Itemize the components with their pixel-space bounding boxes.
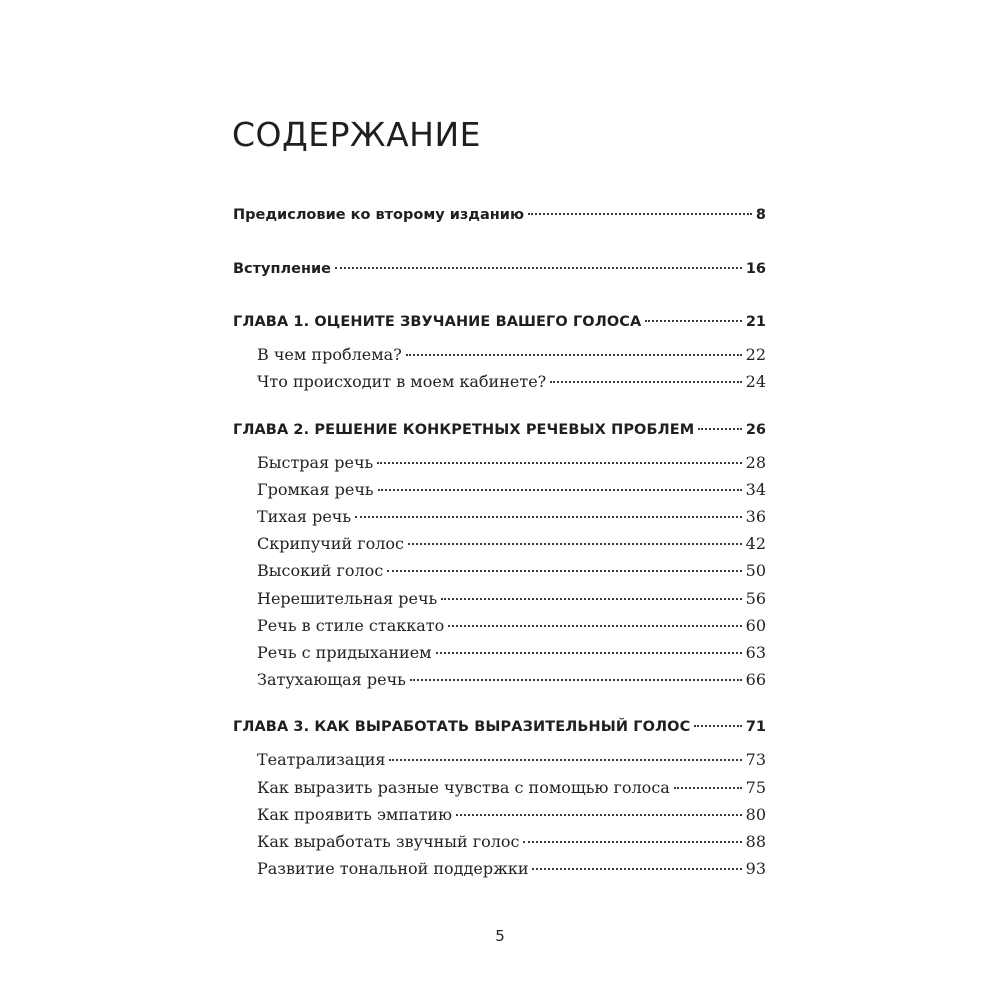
dot-leader (410, 679, 742, 681)
toc-entry-page: 36 (745, 507, 766, 526)
toc-subentry-label: Высокий голос (257, 561, 384, 580)
toc-subentry-label: Тихая речь (257, 507, 352, 526)
toc-subentry-label: Затухающая речь (257, 670, 406, 689)
toc-subentry (257, 477, 766, 503)
toc-subentry-label: Скрипучий голос (257, 534, 404, 553)
dot-leader (674, 787, 742, 789)
toc-entry-page: 22 (745, 345, 766, 364)
toc-subentry (257, 342, 766, 368)
dot-leader (335, 267, 742, 269)
toc-subentry (257, 558, 766, 584)
dot-leader (406, 354, 742, 356)
toc-subentry-label: Нерешительная речь (257, 589, 438, 608)
toc-entry-page: 93 (745, 859, 766, 878)
dot-leader (698, 428, 742, 430)
dot-leader (550, 381, 741, 383)
toc-entry-page: 21 (745, 314, 766, 330)
toc-subentry (257, 856, 766, 882)
dot-leader (528, 213, 752, 215)
dot-leader (645, 320, 741, 322)
toc-subentry-label: Театрализация (257, 750, 386, 769)
toc-subentry-label: Быстрая речь (257, 453, 374, 472)
toc-entry-preface (233, 202, 766, 228)
toc-entry-page: 16 (745, 261, 766, 277)
dot-leader (523, 841, 741, 843)
toc-entry-page: 42 (745, 534, 766, 553)
toc-subentry (257, 829, 766, 855)
toc-subentry-label: Развитие тональной поддержки (257, 859, 529, 878)
page-title: СОДЕРЖАНИЕ (232, 115, 482, 154)
toc-subentry (257, 667, 766, 693)
toc-subentry (257, 586, 766, 612)
dot-leader (378, 489, 742, 491)
toc-entry-label: Предисловие ко второму изданию (233, 207, 525, 223)
toc-chapter-2 (233, 417, 766, 443)
dot-leader (448, 625, 741, 627)
toc-entry-page: 73 (745, 750, 766, 769)
toc-subentry (257, 504, 766, 530)
toc-subentry (257, 450, 766, 476)
dot-leader (532, 868, 741, 870)
dot-leader (408, 543, 742, 545)
toc-entry-page: 63 (745, 643, 766, 662)
toc-subentry (257, 775, 766, 801)
toc-chapter-label: ГЛАВА 2. РЕШЕНИЕ КОНКРЕТНЫХ РЕЧЕВЫХ ПРОБЛЕМ (233, 422, 695, 438)
toc-chapter-label: ГЛАВА 3. КАК ВЫРАБОТАТЬ ВЫРАЗИТЕЛЬНЫЙ ГОЛОС (233, 719, 691, 735)
toc-chapter-1 (233, 309, 766, 335)
dot-leader (355, 516, 742, 518)
dot-leader (377, 462, 741, 464)
toc-entry-label: Вступление (233, 261, 331, 277)
toc-entry-page: 80 (745, 805, 766, 824)
toc-subentry (257, 531, 766, 557)
toc-entry-page: 50 (745, 561, 766, 580)
toc-subentry-label: Речь в стиле стаккато (257, 616, 445, 635)
toc-entry-page: 34 (745, 480, 766, 499)
dot-leader (456, 814, 742, 816)
toc-subentry-label: Что происходит в моем кабинете? (257, 372, 547, 391)
toc-entry-page: 26 (745, 422, 766, 438)
toc-entry-page: 66 (745, 670, 766, 689)
toc-entry-page: 60 (745, 616, 766, 635)
dot-leader (387, 570, 741, 572)
dot-leader (389, 759, 741, 761)
dot-leader (436, 652, 742, 654)
toc-entry-page: 24 (745, 372, 766, 391)
toc-subentry-label: Речь с придыханием (257, 643, 432, 662)
toc-entry-page: 56 (745, 589, 766, 608)
toc-subentry-label: Как проявить эмпатию (257, 805, 453, 824)
toc-subentry-label: Громкая речь (257, 480, 374, 499)
toc-entry-introduction (233, 256, 766, 282)
toc-subentry-label: В чем проблема? (257, 345, 402, 364)
toc-subentry (257, 802, 766, 828)
dot-leader (441, 598, 741, 600)
toc-subentry (257, 640, 766, 666)
toc-subentry (257, 613, 766, 639)
toc-subentry-label: Как выразить разные чувства с помощью голоса (257, 778, 670, 797)
page-number: 5 (495, 927, 505, 945)
toc-entry-page: 28 (745, 453, 766, 472)
toc-chapter-3 (233, 714, 766, 740)
toc-entry-page: 8 (755, 207, 766, 223)
toc-subentry (257, 369, 766, 395)
toc-subentry (257, 747, 766, 773)
toc-entry-page: 75 (745, 778, 766, 797)
dot-leader (694, 725, 741, 727)
toc-entry-page: 88 (745, 832, 766, 851)
toc-entry-page: 71 (745, 719, 766, 735)
toc-chapter-label: ГЛАВА 1. ОЦЕНИТЕ ЗВУЧАНИЕ ВАШЕГО ГОЛОСА (233, 314, 642, 330)
toc-subentry-label: Как выработать звучный голос (257, 832, 520, 851)
